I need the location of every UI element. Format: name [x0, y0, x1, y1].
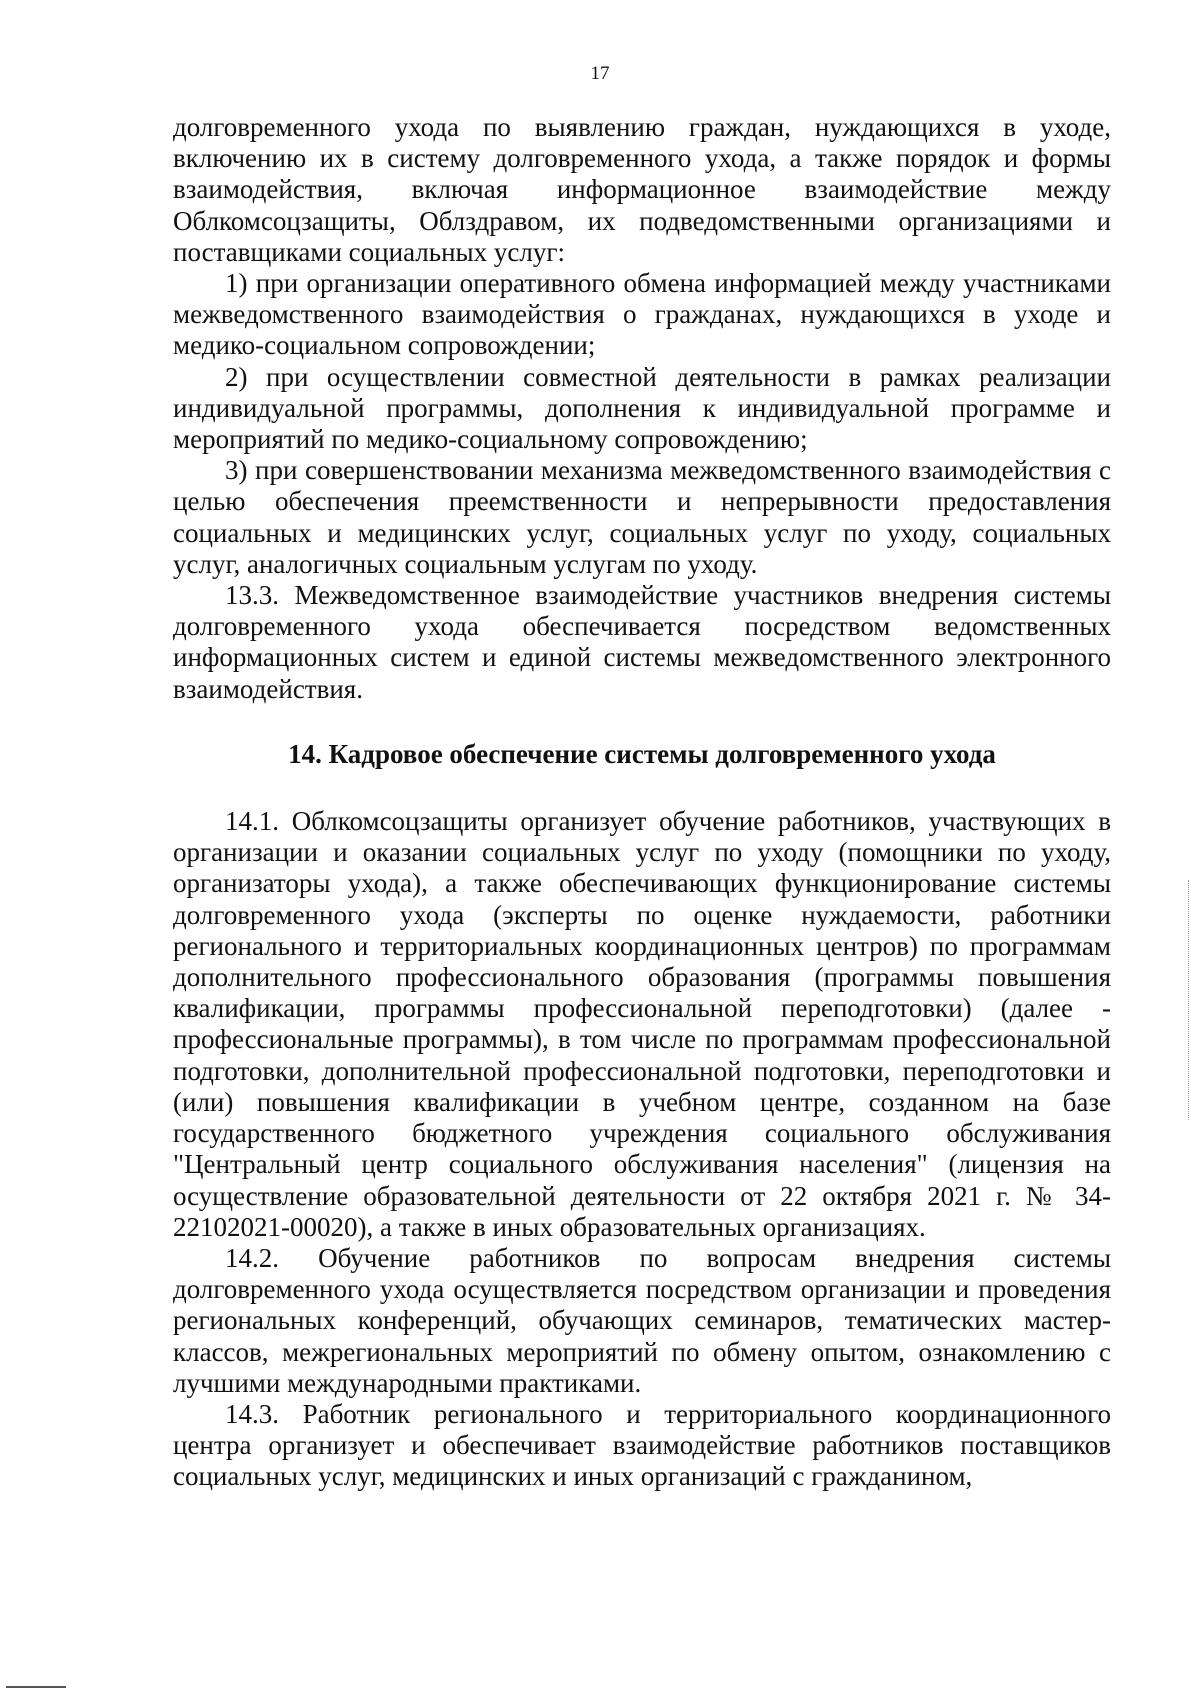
scan-edge-mark: [6, 1686, 66, 1688]
paragraph-14-1: 14.1. Облкомсоцзащиты организует обучение работников, участвующих в организации и оказании социальных услуг по уходу (помощники по уходу, организаторы ухода), а также обеспечивающих функционирование системы долговременного ухода (эксперты по оценке нуждаемости, работники регионального и территориальных координационных центров) по программам дополнительного профессионального образования (программы повышения квалификации, программы профессиональной переподготовки) (далее - профессиональные программы), в том числе по программам профессиональной подготовки, дополнительной профессиональной подготовки, переподготовки и (или) повышения квалификации в учебном центре, созданном на базе государственного бюджетного учреждения социального обслуживания "Центральный центр социального обслуживания населения" (лицензия на осуществление образовательной деятельности от 22 октября 2021 г. № 34-22102021-00020), а также в иных образовательных организациях.: [173, 806, 1111, 1242]
list-item-3: 3) при совершенствовании механизма межведомственного взаимодействия с целью обеспечения преемственности и непрерывности предоставления социальных и медицинских услуг, социальных услуг по уходу, социальных услуг, аналогичных социальным услугам по уходу.: [173, 455, 1111, 579]
paragraph-continuation: долговременного ухода по выявлению граждан, нуждающихся в уходе, включению их в систему долговременного ухода, а также порядок и формы взаимодействия, включая информационное взаимодействие между Облкомсоцзащиты, Облздравом, их подведомственными организациями и поставщиками социальных услуг:: [173, 112, 1111, 267]
paragraph-14-3: 14.3. Работник регионального и территориального координационного центра организует и обеспечивает взаимодействие работников поставщиков социальных услуг, медицинских и иных организаций с гражданином,: [173, 1398, 1111, 1492]
paragraph-13-3: 13.3. Межведомственное взаимодействие участников внедрения системы долговременного ухода обеспечивается посредством ведомственных информационных систем и единой системы межведомственного электронного взаимодействия.: [173, 580, 1111, 704]
list-item-1: 1) при организации оперативного обмена информацией между участниками межведомственного взаимодействия о гражданах, нуждающихся в уходе и медико-социальном сопровождении;: [173, 268, 1111, 361]
paragraph-14-2: 14.2. Обучение работников по вопросам внедрения системы долговременного ухода осуществляется посредством организации и проведения региональных конференций, обучающих семинаров, тематических мастер-классов, межрегиональных мероприятий по обмену опытом, ознакомлению с лучшими международными практиками.: [173, 1242, 1111, 1398]
section-heading: 14. Кадровое обеспечение системы долговременного ухода: [288, 738, 996, 769]
scan-artifact-dots: [1188, 880, 1190, 1120]
list-item-2: 2) при осуществлении совместной деятельности в рамках реализации индивидуальной программы, дополнения к индивидуальной программе и мероприятий по медико-социальному сопровождению;: [173, 361, 1111, 455]
page-number: 17: [590, 63, 610, 84]
document-body: [173, 112, 1111, 1493]
